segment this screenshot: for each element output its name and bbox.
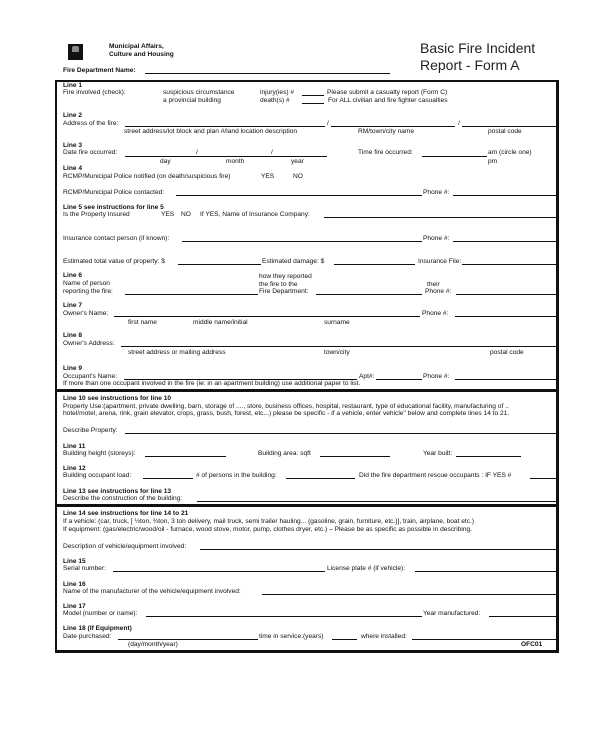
reporter-phone-field[interactable] [456,294,556,295]
date-label: Date fire occurred: [63,149,118,156]
property-use-2: hotel/motel, arena, rink, grain elevator, crops, grass, bush, forest, etc...) please be specific - if a vehicle, enter vehicle" below and complete lines 14 to 21. [63,410,510,417]
town-sublabel: RM/town/city name [358,128,415,135]
how-reported-3: Fire Department: [259,288,309,295]
construction-label: Describe the construction of the building: [63,495,183,502]
line13-label: Line 13 see instructions for line 13 [63,488,172,495]
license-plate-field[interactable] [415,571,556,572]
occupant-load-label: Building occupant load: [63,472,132,479]
describe-property-label: Describe Property: [63,427,118,434]
building-area-label: Building area: sqft [258,450,311,457]
postal-code-field[interactable] [462,126,556,127]
manufacturer-field[interactable] [262,594,556,595]
year-manufactured-label: Year manufactured: [423,610,481,617]
owner-address-field[interactable] [121,346,556,347]
street-sublabel: street address or mailing address [128,349,226,356]
form-title-line2: Report - Form A [420,57,520,73]
first-name-sublabel: first name [128,319,157,326]
where-installed-field[interactable] [412,639,556,640]
insurance-file-field[interactable] [462,264,556,265]
yes-option[interactable]: YES [161,211,175,218]
reporter-name-field[interactable] [125,294,258,295]
line14-label: Line 14 see instructions for line 14 to 21 [63,510,189,517]
license-plate-label: License plate # (if vehicle): [327,565,406,572]
serial-number-field[interactable] [113,571,325,572]
apt-label: Apt#: [359,373,375,380]
date-field[interactable] [125,156,327,157]
owner-phone-field[interactable] [455,316,556,317]
phone-label: Phone #: [423,189,450,196]
their-label: their [427,281,440,288]
injuries-label: injury(ies) # [260,89,295,96]
time-field[interactable] [422,156,487,157]
how-reported-field[interactable] [316,294,422,295]
phone-label: Phone #: [422,310,449,317]
how-reported-1: how they reported [259,273,312,280]
town-field[interactable] [331,126,455,127]
postal-sublabel: postal code [490,349,524,356]
vehicle-note: If a vehicle: (car, truck, [ ½ton, ¾ton, 3 ton delivery, mail truck, semi trailer hauling... {gasoline, grain, furniture, etc.}], train, airplane, boat etc.) [63,518,475,525]
year-built-field[interactable] [456,456,521,457]
insurance-company-label: If YES, Name of Insurance Company: [200,211,310,218]
fire-department-name-label: Fire Department Name: [63,67,136,74]
street-sublabel: street address/lot block and plan #/land location description [124,128,298,135]
phone-label: Phone #: [423,235,450,242]
section-divider [55,504,557,507]
occupant-load-field[interactable] [143,478,193,479]
org-name-line1: Municipal Affairs, [109,43,164,50]
equipment-note: If equipment: (gas/electric/wood/oil - furnace, wood stove, motor, pump, clothes dryer, etc.) – Please be as specific as possible in describing. [63,526,473,533]
pm-option[interactable]: pm [488,158,498,165]
time-in-service-label: time in service:(years) [259,633,324,640]
insurance-contact-field[interactable] [182,241,422,242]
section-divider [55,389,557,392]
yes-option[interactable]: YES [261,173,275,180]
address-label: Address of the fire: [63,120,119,127]
line1-label: Line 1 [63,82,83,89]
police-phone-field[interactable] [453,195,556,196]
manufacturer-label: Name of the manufacturer of the vehicle/equipment involved: [63,588,241,595]
property-value-field[interactable] [178,264,261,265]
line11-label: Line 11 [63,443,86,450]
surname-sublabel: surname [324,319,350,326]
line10-label: Line 10 see instructions for line 10 [63,395,172,402]
month-sublabel: month [226,158,245,165]
police-contacted-field[interactable] [176,195,422,196]
no-option[interactable]: NO [181,211,191,218]
street-address-field[interactable] [125,126,325,127]
insurance-file-label: Insurance File: [418,258,462,265]
building-area-field[interactable] [320,456,390,457]
line6-label: Line 6 [63,272,83,279]
owner-name-label: Owner's Name: [63,310,109,317]
property-value-label: Estimated total value of property: $ [63,258,165,265]
slash: / [458,120,460,127]
insurance-contact-label: Insurance contact person (if known): [63,235,170,242]
persons-field[interactable] [286,478,355,479]
owner-address-label: Owner's Address: [63,340,115,347]
line9-label: Line 9 [63,365,83,372]
slash: / [271,149,273,156]
occupant-phone-field[interactable] [455,379,556,380]
apt-field[interactable] [376,379,422,380]
line17-label: Line 17 [63,603,86,610]
form-title-line1: Basic Fire Incident [420,40,536,56]
reporter-label-2: reporting the fire: [63,288,113,295]
rescue-field[interactable] [530,478,556,479]
line15-label: Line 15 [63,558,86,565]
deaths-label: death(s) # [260,97,290,104]
fire-department-name-field[interactable] [145,73,390,74]
no-option[interactable]: NO [293,173,303,180]
date-purchased-label: Date purchased: [63,633,112,640]
construction-field[interactable] [197,501,556,502]
occupant-note: If more than one occupant involved in the fire (ie: in an apartment building) use additional paper to list. [63,380,361,387]
form-code: OFC01 [521,641,543,648]
day-sublabel: day [160,158,171,165]
time-label: Time fire occurred: [358,149,413,156]
model-field[interactable] [146,616,422,617]
line5-label: Line 5 see instructions for line 5 [63,204,164,211]
date-format-sublabel: (day/month/year) [128,641,178,648]
line4-label: Line 4 [63,165,83,172]
describe-property-field[interactable] [125,433,556,434]
town-sublabel: town/city [324,349,350,356]
vehicle-description-label: Description of vehicle/equipment involved: [63,543,187,550]
slash: / [196,149,198,156]
occupant-name-label: Occupant's Name: [63,373,118,380]
am-option[interactable]: am (circle one) [488,149,532,156]
line8-label: Line 8 [63,332,83,339]
reporter-label-1: Name of person [63,280,110,287]
year-manufactured-field[interactable] [489,616,556,617]
model-label: Model (number or name): [63,610,138,617]
insured-label: Is the Property Insured [63,211,130,218]
line12-label: Line 12 [63,465,86,472]
slash: / [327,120,329,127]
casualty-note-2: For ALL civilian and fire fighter casualties [328,97,448,104]
building-height-label: Building height (storeys): [63,450,136,457]
line3-label: Line 3 [63,142,83,149]
persons-label: # of persons in the building: [196,472,277,479]
year-built-label: Year built: [423,450,453,457]
casualty-note: Please submit a casualty report (Form C) [327,89,448,96]
owner-name-field[interactable] [114,316,420,317]
rescue-label: Did the fire department rescue occupants : IF YES # [359,472,512,479]
suspicious-option[interactable]: suspicious circumstance [163,89,235,96]
damage-field[interactable] [334,264,415,265]
phone-label: Phone #: [423,373,450,380]
provincial-building-option[interactable]: a provincial building [163,97,221,104]
police-contacted-label: RCMP/Municipal Police contacted: [63,189,165,196]
insurance-phone-field[interactable] [453,241,556,242]
phone-label: Phone #: [425,288,452,295]
building-height-field[interactable] [145,456,226,457]
line16-label: Line 16 [63,581,86,588]
line7-label: Line 7 [63,302,83,309]
time-in-service-field[interactable] [332,639,357,640]
police-notified-label: RCMP/Municipal Police notified (on death/suspicious fire) [63,173,231,180]
property-use-1: Property Use:(apartment, private dwelling, barn, storage of ...., store, business offices, hospital, restaurant, type of educational facility, manufacturing of .. [63,403,509,410]
date-purchased-field[interactable] [118,639,258,640]
damage-label: Estimated damage: $ [262,258,325,265]
org-name-line2: Culture and Housing [109,51,174,58]
where-installed-label: where installed: [361,633,407,640]
form-box [55,80,559,653]
fire-involved-label: Fire involved (check): [63,89,126,96]
line2-label: Line 2 [63,112,83,119]
how-reported-2: the fire to the [259,281,298,288]
vehicle-description-field[interactable] [200,549,556,550]
government-logo [68,44,83,60]
deaths-field[interactable] [302,103,324,104]
year-sublabel: year [291,158,304,165]
postal-sublabel: postal code [488,128,522,135]
injuries-field[interactable] [302,95,324,96]
line18-label: Line 18 (If Equipment) [63,625,132,632]
insurance-company-field[interactable] [324,217,556,218]
middle-name-sublabel: middle name/initial [193,319,248,326]
serial-number-label: Serial number: [63,565,106,572]
